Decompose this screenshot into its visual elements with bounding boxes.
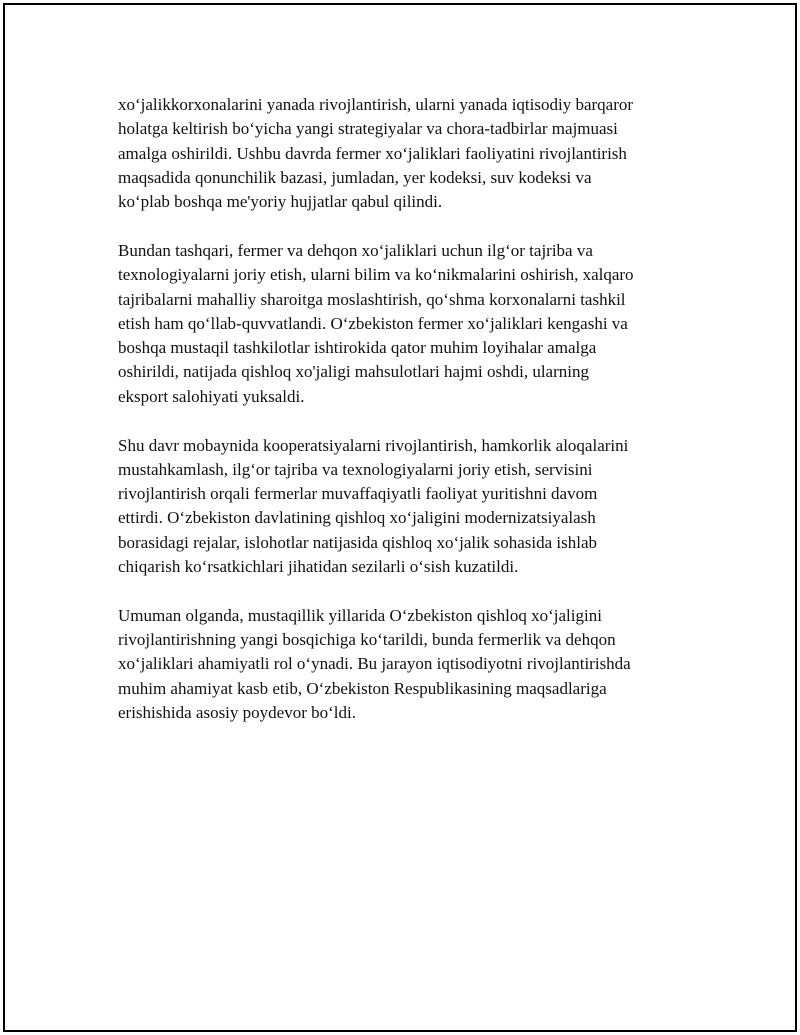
document-body	[118, 93, 678, 750]
paragraph-1: xo‘jalikkorxonalarini yanada rivojlantirish, ularni yanada iqtisodiy barqaror holatga keltirish bo‘yicha yangi strategiyalar va chora-tadbirlar majmuasi amalga oshirildi. Ushbu davrda fermer xo‘jaliklari faoliyatini rivojlantirish maqsadida qonunchilik bazasi, jumladan, yer kodeksi, suv kodeksi va ko‘plab boshqa me'yoriy hujjatlar qabul qilindi.	[118, 95, 634, 212]
paragraph-2: Bundan tashqari, fermer va dehqon xo‘jaliklari uchun ilg‘or tajriba va texnologiyalarni joriy etish, ularni bilim va ko‘nikmalarini oshirish, xalqaro tajribalarni mahalliy sharoitga moslashtirish, qo‘shma korxonalarni tashkil etish ham qo‘llab-quvvatlandi. O‘zbekiston fermer xo‘jaliklari kengashi va boshqa mustaqil tashkilotlar ishtirokida qator muhim loyihalar amalga oshirildi, natijada qishloq xo'jaligi mahsulotlari hajmi oshdi, ularning eksport salohiyati yuksaldi.	[118, 240, 634, 406]
paragraph-3: Shu davr mobaynida kooperatsiyalarni rivojlantirish, hamkorlik aloqalarini mustahkamlash, ilg‘or tajriba va texnologiyalarni joriy etish, servisini rivojlantirish orqali fermerlar muvaffaqiyatli faoliyat yuritishni davom ettirdi. O‘zbekiston davlatining qishloq xo‘jaligini modernizatsiyalash borasidagi rejalar, islohotlar natijasida qishloq xo‘jalik sohasida ishlab chiqarish ko‘rsatkichlari jihatidan sezilarli o‘sish kuzatildi.	[118, 435, 629, 577]
paragraph-4: Umuman olganda, mustaqillik yillarida O‘zbekiston qishloq xo‘jaligini rivojlantirishning yangi bosqichiga ko‘tarildi, bunda fermerlik va dehqon xo‘jaliklari ahamiyatli rol o‘ynadi. Bu jarayon iqtisodiyotni rivojlantirishda muhim ahamiyat kasb etib, O‘zbekiston Respublikasining maqsadlariga erishishida asosiy poydevor bo‘ldi.	[118, 605, 631, 723]
